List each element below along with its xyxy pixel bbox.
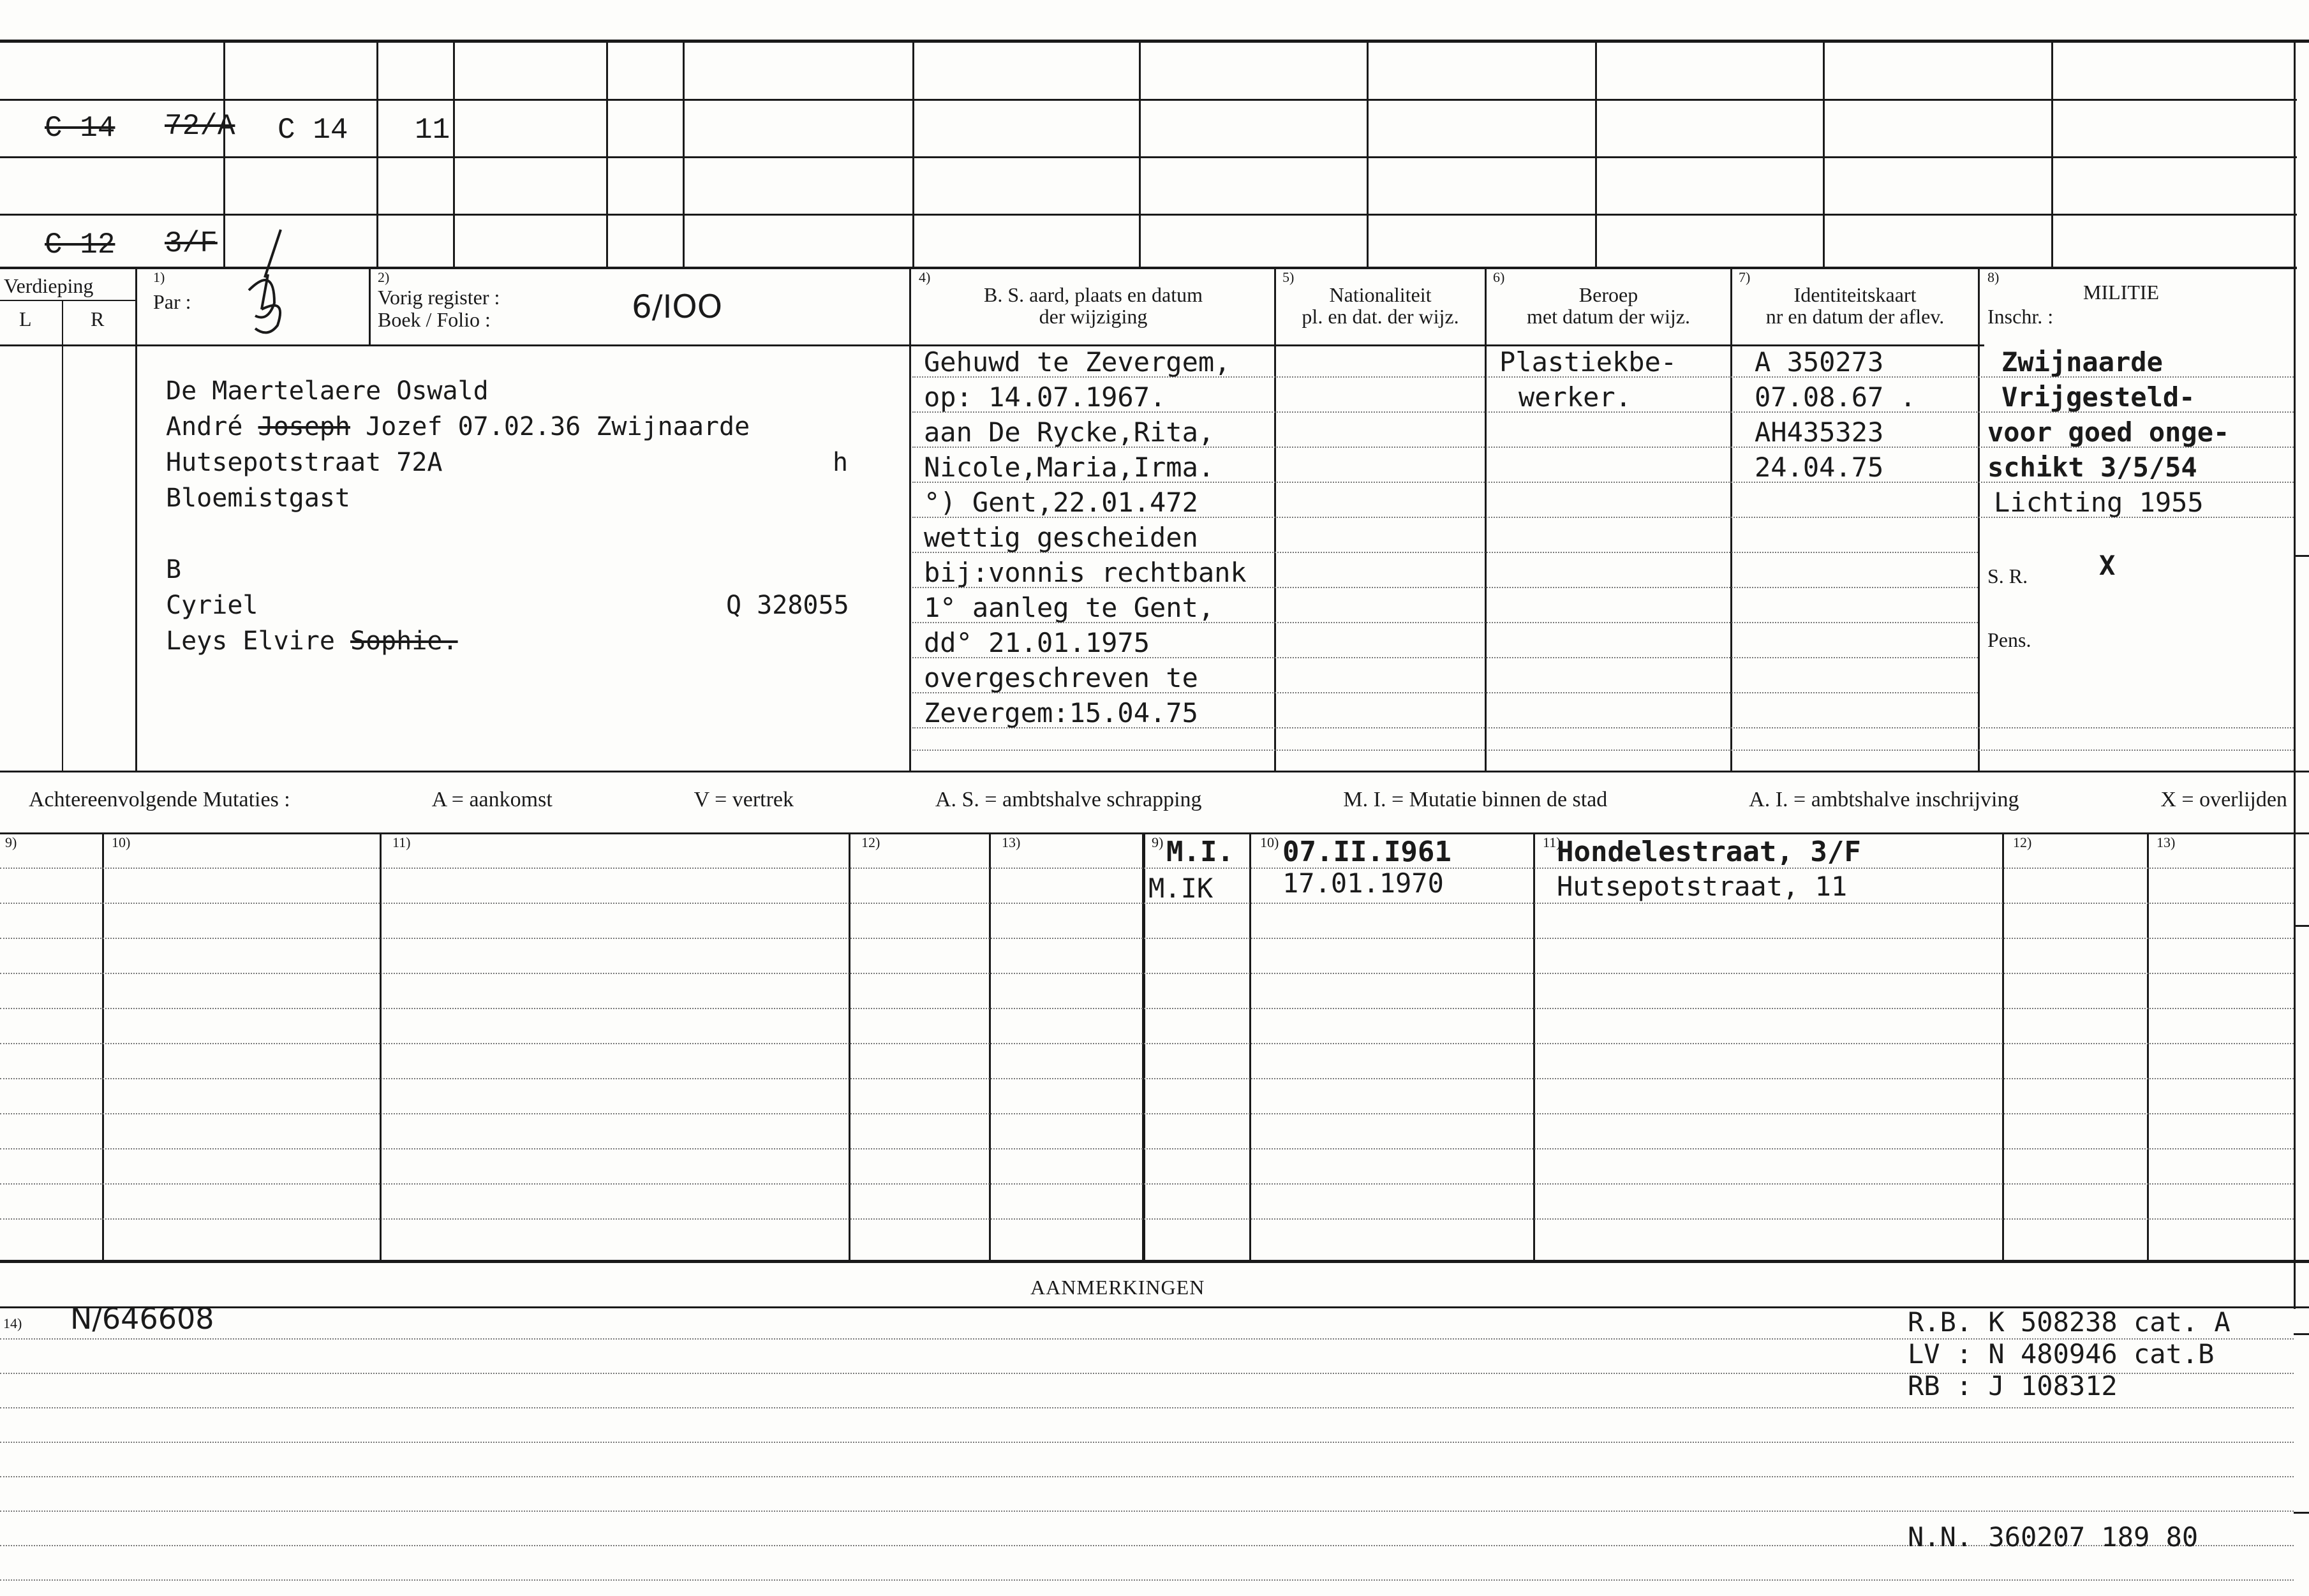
dotted-row bbox=[0, 868, 2294, 869]
person-block bbox=[166, 373, 849, 659]
sr-label: S. R. bbox=[1987, 565, 2028, 587]
par-label: Par : bbox=[153, 290, 191, 313]
grid-vline bbox=[1485, 267, 1487, 771]
dotted-row bbox=[0, 1476, 2294, 1477]
legend-item: X = overlijden bbox=[2160, 788, 2287, 811]
col-number: 13) bbox=[2157, 834, 2176, 850]
legend-title: Achtereenvolgende Mutaties : bbox=[29, 788, 290, 811]
mutation-bottom bbox=[0, 1260, 2309, 1263]
col-number: 13) bbox=[1002, 834, 1021, 850]
firstname-struck: Joseph bbox=[258, 412, 351, 441]
vorig-register-label: Vorig register : bbox=[378, 286, 500, 309]
address-mark: h bbox=[833, 448, 849, 477]
grid-line bbox=[0, 300, 135, 301]
grid-vline bbox=[2051, 40, 2053, 267]
grid-line bbox=[0, 99, 2297, 101]
col-number: 5) bbox=[1282, 269, 1295, 285]
boek-folio-label: Boek / Folio : bbox=[378, 308, 491, 331]
bs-line: Nicole,Maria,Irma. bbox=[924, 452, 1215, 483]
grid-vline bbox=[1978, 267, 1980, 771]
remarks-line: LV : N 480946 cat.B bbox=[1908, 1338, 2215, 1370]
mutation-address: Hutsepotstraat, 11 bbox=[1557, 871, 1848, 902]
grid-vline bbox=[909, 267, 911, 771]
col-number: 8) bbox=[1987, 269, 2000, 285]
remarks-line: RB : J 108312 bbox=[1908, 1370, 2118, 1401]
legend-item: A. I. = ambtshalve inschrijving bbox=[1749, 788, 2019, 811]
national-number: N.N. 360207 189 80 bbox=[1908, 1521, 2199, 1553]
grid-vline bbox=[1274, 267, 1276, 771]
grid-vline bbox=[1139, 40, 1141, 267]
edge-tick bbox=[2294, 925, 2309, 927]
mutation-date: 17.01.1970 bbox=[1282, 868, 1444, 899]
col-number: 12) bbox=[2013, 834, 2032, 850]
mut-vline bbox=[102, 832, 104, 1260]
grid-vline bbox=[1730, 267, 1732, 771]
col-number: 10) bbox=[1260, 834, 1279, 850]
bs-line: wettig gescheiden bbox=[924, 522, 1198, 553]
bs-line: op: 14.07.1967. bbox=[924, 381, 1166, 413]
col-number: 2) bbox=[378, 269, 390, 285]
grid-vline bbox=[223, 40, 225, 267]
col6-label: Beroep bbox=[1578, 283, 1638, 306]
verdieping-r: R bbox=[91, 307, 105, 330]
dotted-row bbox=[0, 1008, 2294, 1009]
person-father bbox=[166, 587, 849, 623]
pens-label: Pens. bbox=[1987, 628, 2031, 651]
remarks-title: AANMERKINGEN bbox=[1030, 1276, 1205, 1299]
grid-line bbox=[0, 214, 2297, 216]
remarks-line: R.B. K 508238 cat. A bbox=[1908, 1306, 2231, 1338]
grid-vline bbox=[369, 267, 371, 344]
col-number: 12) bbox=[861, 834, 880, 850]
bs-line: Zevergem:15.04.75 bbox=[924, 697, 1198, 728]
top-code: 11 bbox=[415, 114, 450, 147]
id-line: 24.04.75 bbox=[1755, 452, 1884, 483]
bs-line: bij:vonnis rechtbank bbox=[924, 557, 1247, 588]
militie-line: schikt 3/5/54 bbox=[1987, 452, 2197, 483]
mut-vline bbox=[2147, 832, 2149, 1260]
edge-tick bbox=[2294, 1512, 2309, 1514]
col-number: 11) bbox=[1543, 834, 1561, 850]
militie-label: MILITIE bbox=[2083, 281, 2160, 304]
dotted-row bbox=[0, 1183, 2294, 1185]
top-code: C 14 bbox=[45, 112, 115, 145]
beroep-line: Plastiekbe- bbox=[1499, 346, 1677, 378]
militie-column bbox=[1987, 344, 2229, 520]
remarks-right bbox=[1908, 1306, 2231, 1402]
legend-item: V = vertrek bbox=[694, 788, 794, 811]
dotted-row bbox=[0, 938, 2294, 939]
legend-item: M. I. = Mutatie binnen de stad bbox=[1343, 788, 1608, 811]
beroep-line: werker. bbox=[1518, 381, 1632, 413]
person-address bbox=[166, 445, 849, 480]
mut-vline bbox=[849, 832, 850, 1260]
col-number: 10) bbox=[112, 834, 131, 850]
dotted-row bbox=[0, 1407, 2294, 1408]
legend-item: A = aankomst bbox=[431, 788, 553, 811]
dotted-row bbox=[0, 1148, 2294, 1149]
bs-line: 1° aanleg te Gent, bbox=[924, 592, 1215, 623]
right-border bbox=[2294, 40, 2296, 1309]
firstname-a: André bbox=[166, 412, 243, 441]
beroep-column bbox=[1499, 344, 1677, 415]
dotted-row bbox=[0, 1078, 2294, 1079]
militie-line: Vrijgesteld- bbox=[2001, 381, 2195, 413]
mutation-type: M.IK bbox=[1148, 873, 1214, 904]
id-line: A 350273 bbox=[1755, 346, 1884, 378]
col6-label2: met datum der wijz. bbox=[1527, 305, 1690, 328]
edge-tick bbox=[2294, 1333, 2309, 1335]
firstname-b: Jozef 07.02.36 Zwijnaarde bbox=[366, 412, 750, 441]
id-line: 07.08.67 . bbox=[1755, 381, 1916, 413]
col4-header bbox=[912, 284, 1274, 327]
mut-vline bbox=[2002, 832, 2004, 1260]
verdieping-label: Verdieping bbox=[4, 274, 94, 297]
col4-label: B. S. aard, plaats en datum bbox=[983, 283, 1203, 306]
col-number: 4) bbox=[919, 269, 931, 285]
dotted-row bbox=[0, 973, 2294, 974]
dotted-row bbox=[0, 1442, 2294, 1443]
top-code: C 14 bbox=[278, 114, 348, 147]
mutation-legend bbox=[29, 788, 2287, 812]
person-firstnames bbox=[166, 409, 750, 445]
col-number: 14) bbox=[3, 1315, 22, 1331]
bs-line: dd° 21.01.1975 bbox=[924, 627, 1150, 658]
id-line: AH435323 bbox=[1755, 417, 1884, 448]
col-number: 9) bbox=[1152, 834, 1164, 850]
col7-header bbox=[1732, 284, 1978, 327]
mut-vline bbox=[1249, 832, 1251, 1260]
grid-vline bbox=[1823, 40, 1825, 267]
father-name: Cyriel bbox=[166, 591, 258, 620]
col-number: 7) bbox=[1739, 269, 1751, 285]
section-line bbox=[0, 771, 2309, 772]
address-text: Hutsepotstraat 72A bbox=[166, 448, 443, 477]
bs-line: aan De Rycke,Rita, bbox=[924, 417, 1215, 448]
sr-value: X bbox=[2099, 550, 2116, 581]
col6-header bbox=[1487, 284, 1730, 327]
col-number: 9) bbox=[5, 834, 17, 850]
mother-name: Leys Elvire bbox=[166, 626, 335, 656]
grid-vline bbox=[376, 40, 378, 267]
person-mother bbox=[166, 623, 750, 659]
remarks-code: N/646608 bbox=[70, 1301, 214, 1336]
grid-vline bbox=[1367, 40, 1369, 267]
mutation-address: Hondelestraat, 3/F bbox=[1557, 836, 1861, 868]
dotted-row bbox=[912, 750, 2294, 751]
grid-vline bbox=[1595, 40, 1597, 267]
person-b: B bbox=[166, 555, 182, 584]
grid-vline bbox=[912, 40, 914, 267]
verdieping-l: L bbox=[19, 307, 32, 330]
person-occupation: Bloemistgast bbox=[166, 484, 350, 513]
militie-line: Zwijnaarde bbox=[2001, 346, 2163, 378]
dotted-row bbox=[0, 1113, 2294, 1114]
grid-vline bbox=[683, 40, 685, 267]
person-name: De Maertelaere Oswald bbox=[166, 376, 489, 406]
dotted-row bbox=[0, 903, 2294, 904]
mutation-type: M.I. bbox=[1166, 836, 1234, 868]
mut-vline bbox=[380, 832, 382, 1260]
grid-vline bbox=[62, 300, 63, 771]
col5-header bbox=[1276, 284, 1485, 327]
father-code: Q 328055 bbox=[726, 591, 849, 620]
col-number: 11) bbox=[392, 834, 411, 850]
bs-column bbox=[924, 344, 1247, 730]
top-code: 3/F bbox=[165, 227, 218, 260]
dotted-row bbox=[0, 1218, 2294, 1220]
dotted-row bbox=[0, 1043, 2294, 1044]
col4-label2: der wijziging bbox=[1039, 305, 1148, 328]
mut-vline bbox=[1533, 832, 1535, 1260]
dotted-row bbox=[0, 1579, 2294, 1581]
col7-label: Identiteitskaart bbox=[1793, 283, 1917, 306]
legend-item: A. S. = ambtshalve schrapping bbox=[935, 788, 1202, 811]
grid-line bbox=[0, 156, 2297, 158]
grid-vline bbox=[453, 40, 455, 267]
col5-label: Nationaliteit bbox=[1329, 283, 1432, 306]
militie-line: voor goed onge- bbox=[1987, 417, 2230, 448]
mother-name-b: Sophie. bbox=[350, 626, 458, 656]
mut-center-vline bbox=[1142, 832, 1145, 1260]
edge-tick bbox=[2294, 555, 2309, 557]
militie-line: Lichting 1955 bbox=[1994, 487, 2204, 518]
mutation-date: 07.II.I961 bbox=[1282, 836, 1451, 868]
col-number: 1) bbox=[153, 269, 165, 285]
top-code: C 12 bbox=[45, 228, 115, 262]
mut-vline bbox=[989, 832, 991, 1260]
col7-label2: nr en datum der aflev. bbox=[1765, 305, 1945, 328]
bs-line: °) Gent,22.01.472 bbox=[924, 487, 1198, 518]
boek-folio-value: 6/IOO bbox=[632, 288, 723, 325]
bs-line: Gehuwd te Zevergem, bbox=[924, 346, 1231, 378]
id-column bbox=[1755, 344, 1916, 485]
top-border bbox=[0, 40, 2309, 43]
signature-icon bbox=[242, 271, 300, 341]
dotted-row bbox=[0, 1511, 2294, 1512]
grid-vline bbox=[135, 267, 137, 771]
col-number: 6) bbox=[1493, 269, 1505, 285]
bs-line: overgeschreven te bbox=[924, 662, 1198, 693]
inschr-label: Inschr. : bbox=[1987, 305, 2054, 328]
top-code: 72/A bbox=[165, 110, 235, 143]
col5-label2: pl. en dat. der wijz. bbox=[1302, 305, 1459, 328]
grid-vline bbox=[606, 40, 608, 267]
grid-line bbox=[0, 267, 2297, 269]
